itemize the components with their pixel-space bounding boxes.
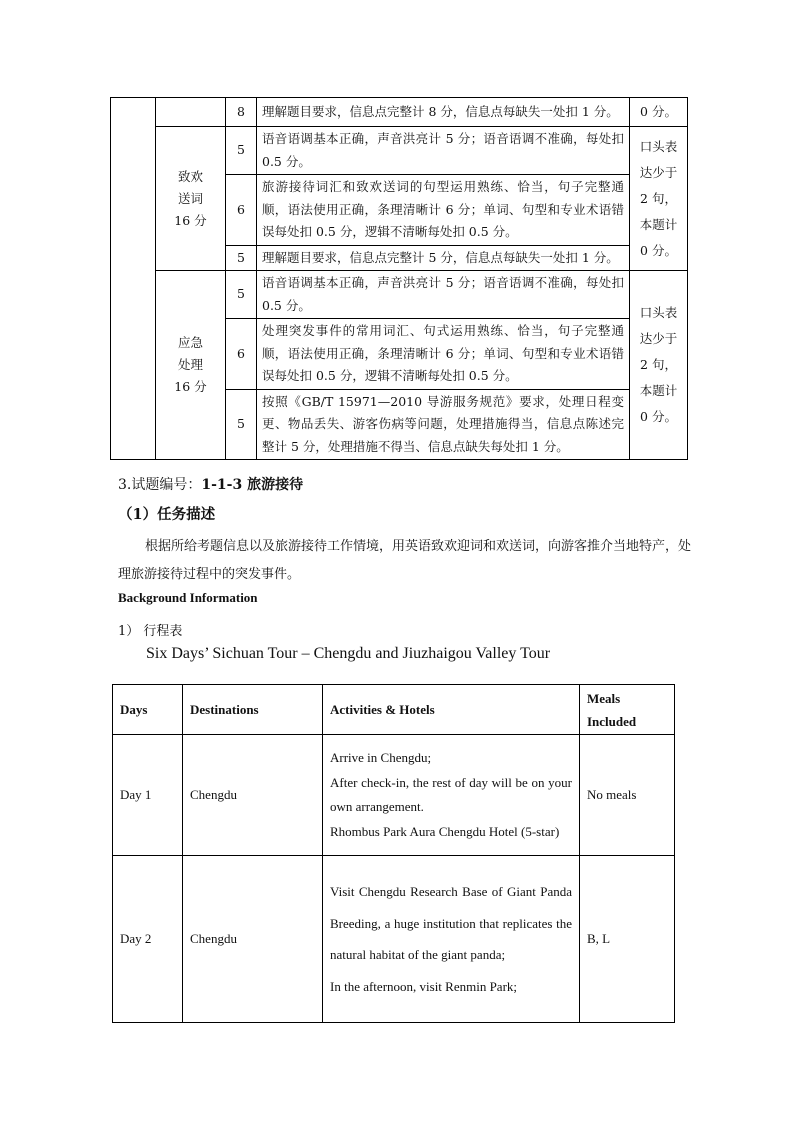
points-cell: 5 [226,127,257,175]
header-days: Days [113,685,183,735]
destination-cell: Chengdu [183,856,323,1023]
note-emergency: 口头表 达少于 2 句， 本题计 0 分。 [630,271,688,460]
header-activities: Activities & Hotels [323,685,580,735]
outer-category-cell [111,98,156,460]
table-row [111,271,688,319]
note-farewell: 口头表 达少于 2 句， 本题计 0 分。 [630,127,688,271]
table-header-row [113,685,675,735]
table-row [113,856,675,1023]
section-number: 3.试题编号： [118,477,202,493]
criteria-cell: 语音语调基本正确，声音洪亮计 5 分；语音语调不准确，每处扣 0.5 分。 [257,127,630,175]
day-cell: Day 1 [113,735,183,856]
destination-cell: Chengdu [183,735,323,856]
section-heading [118,474,303,494]
header-destinations: Destinations [183,685,323,735]
activities-cell: Visit Chengdu Research Base of Giant Panda Breeding, a huge institution that replicates the natural habitat of the giant panda; In the afternoon, visit Renmin Park; [323,856,580,1023]
itinerary-table [112,684,675,1023]
criteria-cell: 理解题目要求，信息点完整计 5 分，信息点每缺失一处扣 1 分。 [257,245,630,271]
task-description: 根据所给考题信息以及旅游接待工作情境，用英语致欢迎词和欢送词，向游客推介当地特产，处理旅游接待过程中的突发事件。 [118,539,692,582]
category-farewell: 致欢 送词 16 分 [156,127,226,271]
points-cell: 5 [226,245,257,271]
criteria-cell: 处理突发事件的常用词汇、句式运用熟练、恰当，句子完整通顺，语法使用正确，条理清晰计 6 分；单词、句型和专业术语错误每处扣 0.5 分，逻辑不清晰每处扣 0.5 分。 [257,319,630,390]
scoring-table [110,97,688,460]
points-cell: 5 [226,271,257,319]
task-heading: （1）任务描述 [118,506,216,523]
background-heading: Background Information [118,590,258,605]
category-emergency: 应急 处理 16 分 [156,271,226,460]
category-cell-empty [156,98,226,127]
meals-cell: No meals [580,735,675,856]
tour-title: Six Days’ Sichuan Tour – Chengdu and Jiuzhaigou Valley Tour [146,645,551,662]
note-cell: 0 分。 [630,98,688,127]
criteria-cell: 按照《GB/T 15971—2010 导游服务规范》要求，处理日程变更、物品丢失、游客伤病等问题，处理措施得当，信息点陈述完整计 5 分，处理措施不得当、信息点缺失每处扣 1 分。 [257,389,630,460]
meals-cell: B, L [580,856,675,1023]
table-row [113,735,675,856]
itinerary-label: 1） 行程表 [118,624,183,639]
section-title: 1-1-3 旅游接待 [201,477,304,493]
day-cell: Day 2 [113,856,183,1023]
criteria-cell: 旅游接待词汇和致欢送词的句型运用熟练、恰当，句子完整通顺，语法使用正确，条理清晰计 6 分；单词、句型和专业术语错误每处扣 0.5 分，逻辑不清晰每处扣 0.5 分。 [257,175,630,246]
criteria-cell: 语音语调基本正确，声音洪亮计 5 分；语音语调不准确，每处扣 0.5 分。 [257,271,630,319]
points-cell: 8 [226,98,257,127]
criteria-cell: 理解题目要求，信息点完整计 8 分，信息点每缺失一处扣 1 分。 [257,98,630,127]
points-cell: 6 [226,175,257,246]
table-row [111,127,688,175]
header-meals: Meals Included [580,685,675,735]
table-row [111,98,688,127]
activities-cell: Arrive in Chengdu; After check-in, the rest of day will be on your own arrangement. Rhombus Park Aura Chengdu Hotel (5-star) [323,735,580,856]
points-cell: 6 [226,319,257,390]
points-cell: 5 [226,389,257,460]
